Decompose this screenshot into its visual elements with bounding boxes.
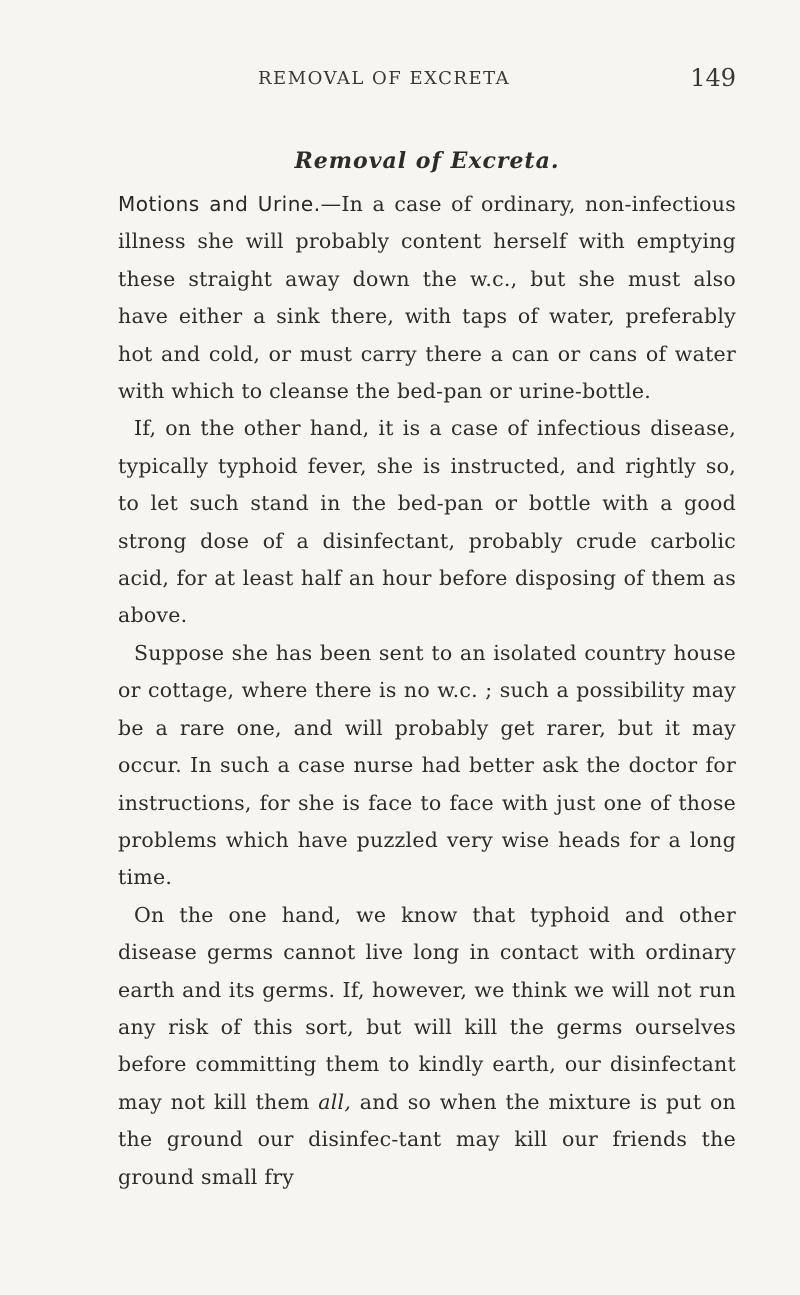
paragraph-text: Suppose she has been sent to an isolated country house or cottage, where there is no w.c. ; such a possibility may be a rare one, and will probably get rarer, but it may occur. In such a case nurse had better ask the doctor for instructions, for she is face to face with just one of those problems which have puzzled very wise heads for a long time. (118, 640, 736, 890)
running-title: REMOVAL OF EXCRETA (258, 68, 511, 89)
paragraph-disease-germs (118, 897, 736, 1196)
paragraph-text: If, on the other hand, it is a case of infectious disease, typically typhoid fever, she is instructed, and rightly so, to let such stand in the bed-pan or bottle with a good strong dose of a disinfectant, probably crude carbolic acid, for at least half an hour before disposing of them as above. (118, 416, 736, 628)
paragraph-italic-word: all, (318, 1089, 352, 1114)
paragraph-infectious-disease (118, 410, 736, 634)
section-title: Removal of Excreta. (294, 148, 560, 174)
paragraph-isolated-country-house (118, 635, 736, 897)
paragraph-lead-heading: Motions and Urine. (118, 192, 321, 216)
page-number: 149 (690, 64, 736, 92)
paragraph-text: and so when the mixture is put on the ground our disinfec-tant may kill our friends the ground small fry (118, 1089, 737, 1189)
running-head (118, 62, 736, 112)
paragraph-motions-and-urine (118, 186, 736, 410)
paragraph-text: —In a case of ordinary, non-infectious illness she will probably content herself with emptying these straight away down the w.c., but she must also have either a sink there, with taps of water, preferably hot and cold, or must carry there a can or cans of water with which to cleanse the bed-pan or urine-bottle. (118, 192, 736, 404)
paragraph-text: On the one hand, we know that typhoid and other disease germs cannot live long in contact with ordinary earth and its germs. If, however, we think we will not run any risk of this sort, but will kill the germs ourselves before committing them to kindly earth, our disinfectant may not kill them (118, 902, 736, 1114)
